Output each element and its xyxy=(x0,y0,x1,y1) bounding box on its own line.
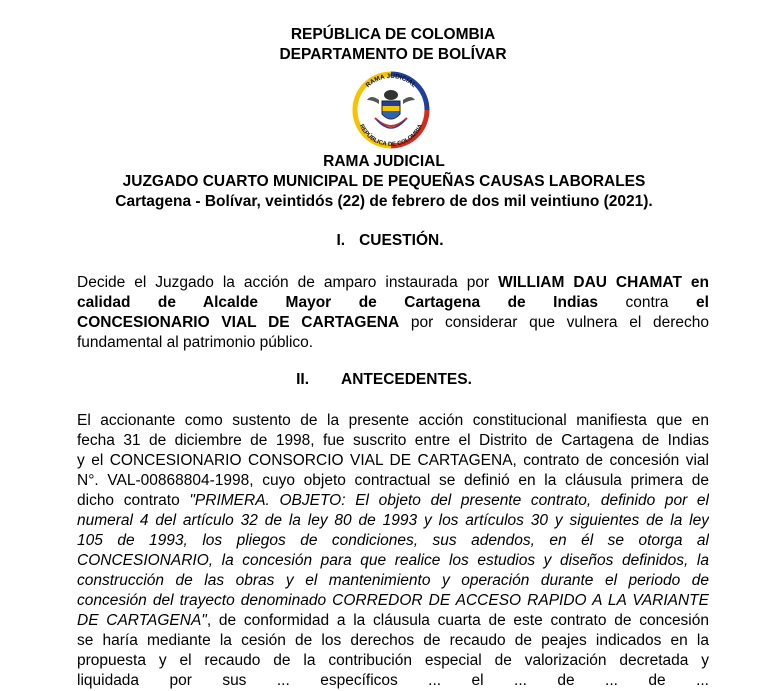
svg-text:REPÚBLICA DE COLOMBIA: REPÚBLICA DE COLOMBIA xyxy=(357,123,425,149)
text-line: Decide el Juzgado la acción de amparo instaurada por WILLIAM DAU CHAMAT en xyxy=(77,274,709,291)
text-line: CONCESIONARIO VIAL DE CARTAGENA por considerar que vulnera el derecho xyxy=(77,314,709,331)
text-line: fundamental al patrimonio público. xyxy=(77,334,314,351)
header-country: REPÚBLICA DE COLOMBIA xyxy=(290,26,496,43)
coat-of-arms-icon xyxy=(367,90,415,128)
text-line: dicho contrato "PRIMERA. OBJETO: El objeto del presente contrato, definido por el xyxy=(77,492,709,509)
svg-text:RAMA JUDICIAL: RAMA JUDICIAL xyxy=(364,72,418,90)
section-heading-cuestion xyxy=(6,232,768,250)
text-line: y el CONCESIONARIO CONSORCIO VIAL DE CARTAGENA, contrato de concesión vial xyxy=(77,452,709,469)
section-title: ANTECEDENTES. xyxy=(341,371,472,388)
text-line: DE CARTAGENA", de conformidad a la cláusula cuarta de este contrato de concesión xyxy=(77,612,709,629)
text-line: numeral 4 del artículo 32 de la ley 80 de 1993 y los artículos 30 y siguientes de la ley xyxy=(77,512,709,529)
text-line: construcción de las obras y el mantenimiento y operación durante el periodo de xyxy=(77,572,709,589)
text-line: propuesta y el recaudo de la contribución especial de valorización decretada y xyxy=(77,652,709,669)
header-court: JUZGADO CUARTO MUNICIPAL DE PEQUEÑAS CAUSAS LABORALES xyxy=(122,173,646,190)
section-title: CUESTIÓN. xyxy=(359,232,444,249)
text-line: fecha 31 de diciembre de 1998, fue suscrito entre el Distrito de Cartagena de Indias xyxy=(77,432,709,449)
header-department: DEPARTAMENTO DE BOLÍVAR xyxy=(279,46,507,63)
text-line: concesión del trayecto denominado CORREDOR DE ACCESO RAPIDO A LA VARIANTE xyxy=(77,592,709,609)
text-line: 105 de 1993, los pliegos de condiciones, sus adendos, en él se otorga al xyxy=(77,532,709,549)
text-line: calidad de Alcalde Mayor de Cartagena de Indias contra el xyxy=(77,294,709,311)
paragraph-antecedentes xyxy=(77,411,709,691)
text-line: se haría mediante la cesión de los derechos de recaudo de peajes indicados en la xyxy=(77,632,709,649)
section-heading-antecedentes xyxy=(0,371,768,389)
header-branch: RAMA JUDICIAL xyxy=(323,153,445,170)
rama-judicial-seal xyxy=(345,66,437,150)
header-date: Cartagena - Bolívar, veintidós (22) de febrero de dos mil veintiuno (2021). xyxy=(115,193,653,210)
section-number: I. xyxy=(336,232,346,249)
paragraph-cuestion xyxy=(77,273,709,353)
text-line: liquidada por sus ... específicos ... el ... de ... de ... xyxy=(77,672,709,689)
section-number: II. xyxy=(296,371,309,388)
text-line: N°. VAL-00868804-1998, cuyo objeto contractual se definió en la cláusula primera de xyxy=(77,472,709,489)
text-line: El accionante como sustento de la presente acción constitucional manifiesta que en xyxy=(77,412,709,429)
text-line: CONCESIONARIO, la concesión para que realice los estudios y diseños definidos, la xyxy=(77,552,709,569)
